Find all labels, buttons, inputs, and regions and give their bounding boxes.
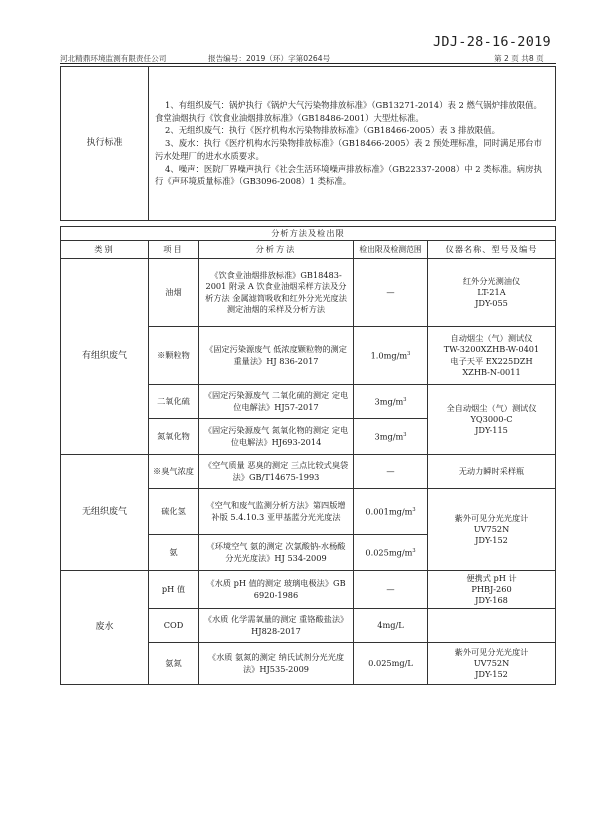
limit-unit-exponent: 3 [412,548,416,555]
standard-line: 4、噪声：医院厂界噪声执行《社会生活环境噪声排放标准》（GB22337-2008）中 2 类标准。病房执行《声环境质量标准》（GB3096-2008）1 类标准。 [155,163,542,187]
category-organized-gas: 有组织废气 [61,259,149,455]
instrument-info [428,643,556,685]
item-name: COD [149,609,199,643]
instrument-line: LT-21A [477,286,506,297]
instrument-line: JDY-055 [475,298,508,309]
limit-cell [354,327,428,385]
method-text: 《环境空气 氨的测定 次氯酸钠-水杨酸分光光度法》HJ 534-2009 [199,535,354,571]
instrument-info [428,571,556,609]
limit-unit-exponent: 3 [412,507,416,514]
instrument-line: JDY-115 [475,425,508,436]
item-name: 二氧化硫 [149,385,199,419]
method-text: 《水质 pH 值的测定 玻璃电极法》GB 6920-1986 [199,571,354,609]
method-text: 《空气和废气监测分析方法》第四版增补版 5.4.10.3 亚甲基蓝分光光度法 [199,489,354,535]
instrument-line: TW-3200XZHB-W-0401 [443,344,540,355]
category-wastewater: 废水 [61,571,149,685]
item-name: ※臭气浓度 [149,455,199,489]
limit-cell [354,419,428,455]
method-text: 《饮食业油烟排放标准》GB18483-2001 附录 A 饮食业油烟采样方法及分析方法 金属滤筒吸收和红外分光光度法测定油烟的采样及分析方法 [199,259,354,327]
instrument-info [428,455,556,489]
instrument-line: 全自动烟尘（气）测试仪 [446,402,537,413]
instrument-line: UV752N [473,523,510,534]
instrument-info [428,327,556,385]
limit-unit-exponent: 3 [403,432,407,439]
method-text: 《空气质量 恶臭的测定 三点比较式臭袋法》GB/T14675-1993 [199,455,354,489]
instrument-info [428,385,556,455]
instrument-line: 紫外可见分光光度计 [454,512,529,523]
header-limit: 检出限及检测范围 [354,241,428,259]
instrument-line: JDY-152 [475,535,508,546]
instrument-line: UV752N [473,657,510,668]
standard-line: 3、废水：执行《医疗机构水污染物排放标准》（GB18466-2005）表 2 预处理标准，同时满足邢台市污水处理厂的进水水质要求。 [155,138,542,161]
limit-value: 4mg/L [354,609,428,643]
limit-cell [354,385,428,419]
standards-table [60,66,556,221]
method-text: 《水质 氨氮的测定 纳氏试剂分光光度法》HJ535-2009 [199,643,354,685]
limit-value: 3mg/m [374,396,404,407]
limit-unit-exponent: 3 [403,397,407,404]
header-method: 分析方法 [199,241,354,259]
method-text: 《固定污染源废气 氮氧化物的测定 定电位电解法》HJ693-2014 [199,419,354,455]
instrument-line: 电子天平 EX225DZH [450,355,533,366]
instrument-line: JDY-168 [475,595,508,606]
category-fugitive-gas: 无组织废气 [61,455,149,571]
page-number: 第 2 页 共8 页 [494,54,544,63]
limit-unit-exponent: 3 [407,351,411,358]
limit-value: 3mg/m [374,431,404,442]
item-name: ※颗粒物 [149,327,199,385]
item-name: 硫化氢 [149,489,199,535]
instrument-info [428,259,556,327]
company-name: 河北精鼎环境监测有限责任公司 [60,54,167,63]
limit-value: — [354,455,428,489]
method-text: 《水质 化学需氧量的测定 重铬酸盐法》HJ828-2017 [199,609,354,643]
standards-content [149,67,556,221]
limit-value: — [354,571,428,609]
instrument-line: 自动烟尘（气）测试仪 [450,333,533,344]
analysis-methods-table [60,226,556,685]
instrument-line: PHBJ-260 [471,583,512,594]
item-name: 氮氧化物 [149,419,199,455]
header-instrument: 仪器名称、型号及编号 [428,241,556,259]
limit-value: 1.0mg/m [370,350,408,361]
item-name: 油烟 [149,259,199,327]
method-text: 《固定污染源废气 二氧化硫的测定 定电位电解法》HJ57-2017 [199,385,354,419]
limit-value: 0.025mg/L [354,643,428,685]
table-row [61,571,556,609]
instrument-line: 便携式 pH 计 [466,572,517,583]
instrument-line: 红外分光测油仪 [462,275,521,286]
instrument-line: YQ3000-C [470,413,513,424]
standards-label: 执行标准 [61,67,149,221]
header-category: 类别 [61,241,149,259]
instrument-line: 紫外可见分光光度计 [454,646,529,657]
header-item: 项目 [149,241,199,259]
limit-value: — [354,259,428,327]
table-row [61,259,556,327]
method-text: 《固定污染源废气 低浓度颗粒物的测定 重量法》HJ 836-2017 [199,327,354,385]
item-name: 氨 [149,535,199,571]
limit-cell [354,489,428,535]
item-name: 氨氮 [149,643,199,685]
limit-value: 0.025mg/m [365,547,413,558]
instrument-info-empty [428,609,556,643]
instrument-line: JDY-152 [475,669,508,680]
limit-cell [354,535,428,571]
instrument-line: XZHB-N-0011 [462,366,521,377]
standard-line: 2、无组织废气：执行《医疗机构水污染物排放标准》（GB18466-2005）表 3 排放限值。 [165,125,501,136]
instrument-info [428,489,556,571]
limit-value: 0.001mg/m [365,506,413,517]
report-number: 报告编号：2019（环）字第0264号 [208,54,331,63]
item-name: pH 值 [149,571,199,609]
handwritten-document-code: JDJ-28-16-2019 [433,34,551,50]
analysis-section-title: 分析方法及检出限 [61,227,556,241]
header-rule [60,63,556,64]
table-row [61,455,556,489]
standard-line: 1、有组织废气：锅炉执行《锅炉大气污染物排放标准》（GB13271-2014）表 2 燃气锅炉排放限值。食堂油烟执行《饮食业油烟排放标准》（GB18486-2001）大型灶标准。 [155,99,542,123]
instrument-line: 无动力瞬时采样瓶 [458,465,525,476]
